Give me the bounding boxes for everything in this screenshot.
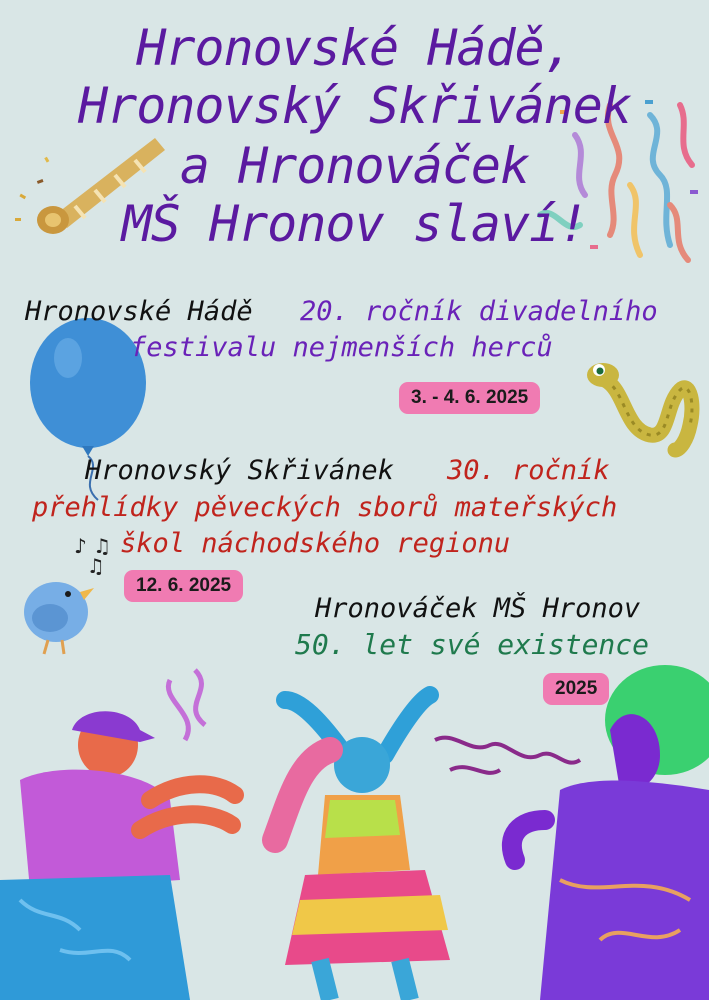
event-3-date-badge: 2025 xyxy=(543,673,609,705)
snake-icon xyxy=(585,350,700,455)
title-line-4: MŠ Hronov slaví! xyxy=(121,195,588,253)
dancing-people-illustration xyxy=(0,660,709,1000)
event-1-desc-line-1: 20. ročník divadelního xyxy=(300,296,658,327)
event-2-desc-line-1: 30. ročník xyxy=(447,455,610,486)
event-2-desc-line-2: přehlídky pěveckých sborů mateřských xyxy=(32,492,618,523)
event-2-date-badge: 12. 6. 2025 xyxy=(124,570,243,602)
event-3-desc-line-1: 50. let své existence xyxy=(295,628,650,661)
person-right xyxy=(435,665,709,1000)
event-1-desc-line-2: festivalu nejmenších herců xyxy=(130,332,553,363)
event-2-name: Hronovský Skřivánek xyxy=(85,455,394,486)
title-line-2: Hronovský Skřivánek xyxy=(78,77,631,135)
person-left xyxy=(0,670,235,1000)
event-1-name: Hronovské Hádě xyxy=(25,296,253,327)
event-1-date-badge: 3. - 4. 6. 2025 xyxy=(399,382,540,414)
event-2-desc-line-3: škol náchodského regionu xyxy=(120,528,511,559)
event-3-name: Hronováček MŠ Hronov xyxy=(315,593,641,624)
bird-icon xyxy=(18,570,93,660)
title-line-1: Hronovské Hádě, xyxy=(136,19,573,77)
person-middle xyxy=(275,695,450,1000)
music-notes-icon: ♪ ♫ ♫ xyxy=(74,534,112,578)
title-line-3: a Hronováček xyxy=(179,137,530,195)
